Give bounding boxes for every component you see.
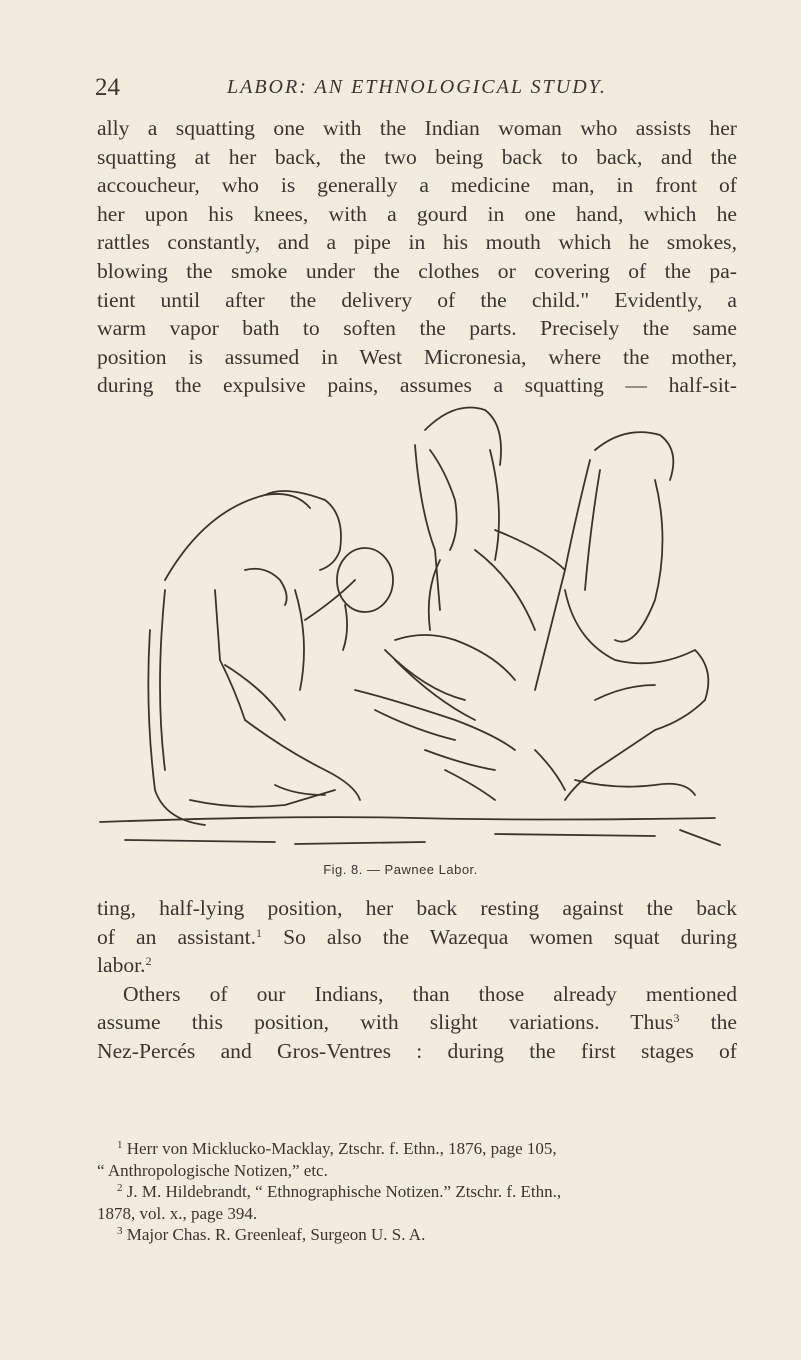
text-line: accoucheur, who is generally a medicine man, in front of [97, 173, 737, 198]
text-line [97, 1008, 737, 1037]
footnote-text: Herr von Micklucko-Macklay, Ztschr. f. Ethn., 1876, page 105, [122, 1139, 557, 1158]
middle-figure [355, 408, 565, 801]
right-figure [535, 432, 708, 800]
text-line [97, 923, 737, 952]
footnote-line [97, 1138, 737, 1160]
footnote-ref: 2 [145, 954, 152, 969]
text-line: rattles constantly, and a pipe in his mouth which he smokes, [97, 230, 737, 255]
text-fragment: the [679, 1010, 737, 1035]
text-line: during the expulsive pains, assumes a squatting — half-sit- [97, 373, 737, 398]
text-line: ally a squatting one with the Indian woman who assists her [97, 116, 737, 140]
left-figure [148, 491, 393, 825]
footnote-ref: 3 [673, 1011, 680, 1026]
paragraph-top [97, 114, 737, 400]
text-fragment: labor. [97, 953, 146, 978]
footnote-line [97, 1224, 737, 1246]
text-line: position is assumed in West Micronesia, where the mother, [97, 344, 737, 369]
text-fragment: of an assistant. [97, 924, 257, 949]
footnote-line [97, 1160, 737, 1182]
footnote-text: Major Chas. R. Greenleaf, Surgeon U. S. A. [122, 1225, 426, 1244]
ground-lines [100, 817, 720, 845]
text-line: ting, half-lying position, her back resting against the back [97, 896, 737, 920]
footnote-mark: 2 [117, 1182, 123, 1194]
text-line: squatting at her back, the two being back to back, and the [97, 144, 737, 169]
footnote-line [97, 1203, 737, 1225]
text-fragment: assume this position, with slight variations. Thus [97, 1010, 674, 1035]
footnote-mark: 1 [117, 1139, 123, 1151]
footnote-mark: 3 [117, 1225, 123, 1237]
figure-caption: Fig. 8. — Pawnee Labor. [323, 862, 478, 877]
text-line: her upon his knees, with a gourd in one hand, which he [97, 201, 737, 226]
text-line: tient until after the delivery of the child." Evidently, a [97, 287, 737, 312]
page-number: 24 [95, 74, 120, 101]
text-line: blowing the smoke under the clothes or covering of the pa- [97, 258, 737, 283]
footnotes [97, 1138, 737, 1246]
figure-illustration [95, 390, 735, 860]
footnote-ref: 1 [256, 925, 263, 940]
text-line: Nez-Percés and Gros-Ventres : during the first stages of [97, 1038, 737, 1063]
running-head: LABOR: AN ETHNOLOGICAL STUDY. [227, 76, 607, 98]
footnote-line [97, 1181, 737, 1203]
text-line [97, 951, 737, 980]
text-fragment: So also the Wazequa women squat during [262, 924, 737, 949]
page-header [95, 74, 715, 106]
footnote-text: 1878, vol. x., page 394. [97, 1203, 258, 1223]
footnote-text: “ Anthropologische Notizen,” etc. [97, 1160, 328, 1180]
footnote-text: J. M. Hildebrandt, “ Ethnographische Notizen.” Ztschr. f. Ethn., [122, 1182, 562, 1201]
text-line: warm vapor bath to soften the parts. Precisely the same [97, 316, 737, 341]
text-line: Others of our Indians, than those already mentioned [123, 981, 737, 1006]
paragraph-bottom [97, 894, 737, 1066]
